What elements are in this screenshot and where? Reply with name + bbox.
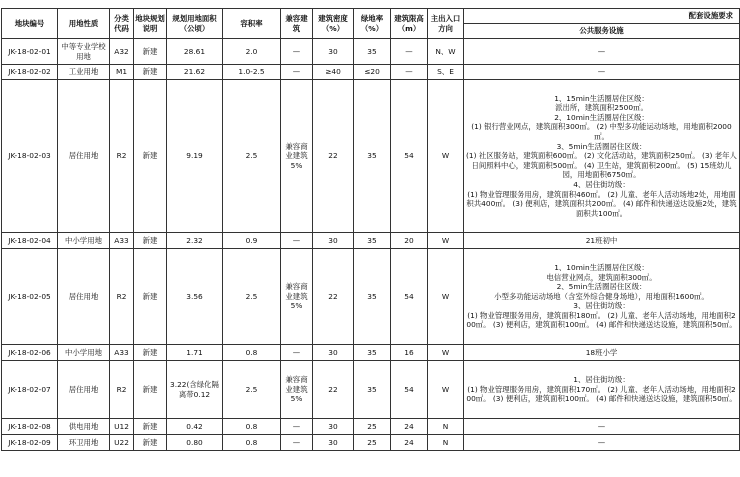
cell-height: 54 xyxy=(391,361,428,419)
cell-area: 3.56 xyxy=(167,249,223,345)
facility-line: 小型多功能运动场地（含室外综合健身场地），用地面积1600㎡。 xyxy=(494,291,709,301)
cell-far: 0.8 xyxy=(223,345,281,361)
cell-plan-note: 新建 xyxy=(134,435,167,451)
facility-line: (1) 物业管理服务用房，建筑面积460㎡。 (2) 儿童、老年人活动场地2处，用地面积共400㎡。 (3) 便利店，建筑面积共200㎡。 (4) 邮件和快递送达设施2处，建筑面积共100㎡。 xyxy=(466,189,737,218)
cell-far: 2.0 xyxy=(223,39,281,65)
cell-height: 24 xyxy=(391,419,428,435)
cell-class-code: U12 xyxy=(110,419,134,435)
cell-facilities xyxy=(464,361,740,419)
facility-line: 3、居住街坊级： xyxy=(573,301,630,311)
cell-land-use: 环卫用地 xyxy=(58,435,110,451)
cell-class-code: A32 xyxy=(110,39,134,65)
cell-class-code: U22 xyxy=(110,435,134,451)
cell-area: 2.32 xyxy=(167,233,223,249)
cell-entrance: S、E xyxy=(428,65,464,80)
cell-green: 25 xyxy=(354,435,391,451)
facility-line: 2、10min生活圈居住区级： xyxy=(554,112,649,122)
cell-density: 30 xyxy=(313,233,354,249)
facility-line: 1、10min生活圈居住区级： xyxy=(554,262,649,272)
cell-entrance: W xyxy=(428,345,464,361)
table-row xyxy=(2,80,740,233)
header-green: 绿地率（%） xyxy=(354,9,391,39)
table-row xyxy=(2,233,740,249)
table-row xyxy=(2,419,740,435)
facility-line: 电信营业网点，建筑面积300㎡。 xyxy=(546,272,657,282)
cell-density: 30 xyxy=(313,419,354,435)
table-row xyxy=(2,249,740,345)
facility-line: (1) 社区服务站，建筑面积600㎡。 (2) 文化活动站，建筑面积250㎡。 (3) 老年人日间照料中心，建筑面积500㎡。 (4) 卫生站，建筑面积200㎡。 (5) 15班幼儿园，用地面积6750㎡。 xyxy=(466,151,737,180)
facility-line: 21班初中 xyxy=(585,235,618,245)
cell-height: — xyxy=(391,65,428,80)
cell-green: 35 xyxy=(354,39,391,65)
cell-green: 35 xyxy=(354,345,391,361)
cell-land-use: 中小学用地 xyxy=(58,233,110,249)
cell-plan-note: 新建 xyxy=(134,419,167,435)
cell-facilities xyxy=(464,80,740,233)
cell-compatible: — xyxy=(281,233,313,249)
facility-line: 派出所，建筑面积2500㎡。 xyxy=(555,103,648,113)
cell-plan-note: 新建 xyxy=(134,65,167,80)
cell-class-code: A33 xyxy=(110,233,134,249)
cell-facilities xyxy=(464,233,740,249)
facility-line: — xyxy=(597,67,606,77)
cell-class-code: A33 xyxy=(110,345,134,361)
cell-entrance: N xyxy=(428,419,464,435)
table-row xyxy=(2,361,740,419)
facility-line: 3、5min生活圈居住区级： xyxy=(556,141,647,151)
cell-area: 3.22(含绿化隔离带0.12 xyxy=(167,361,223,419)
cell-code: JK-18-02-04 xyxy=(2,233,58,249)
cell-facilities xyxy=(464,249,740,345)
facility-line: 18班小学 xyxy=(585,347,618,357)
cell-area: 1.71 xyxy=(167,345,223,361)
facility-line: — xyxy=(597,46,606,56)
cell-code: JK-18-02-09 xyxy=(2,435,58,451)
cell-entrance: W xyxy=(428,233,464,249)
cell-entrance: N xyxy=(428,435,464,451)
cell-green: 35 xyxy=(354,361,391,419)
cell-code: JK-18-02-01 xyxy=(2,39,58,65)
header-plan-note: 地块规划说明 xyxy=(134,9,167,39)
cell-facilities xyxy=(464,419,740,435)
cell-class-code: R2 xyxy=(110,249,134,345)
cell-compatible: — xyxy=(281,435,313,451)
cell-compatible: 兼容商业建筑5% xyxy=(281,249,313,345)
cell-far: 1.0-2.5 xyxy=(223,65,281,80)
cell-land-use: 居住用地 xyxy=(58,249,110,345)
cell-land-use: 中小学用地 xyxy=(58,345,110,361)
cell-far: 0.8 xyxy=(223,435,281,451)
cell-entrance: N、W xyxy=(428,39,464,65)
cell-density: 30 xyxy=(313,345,354,361)
table-body xyxy=(2,39,740,451)
cell-plan-note: 新建 xyxy=(134,233,167,249)
table-row xyxy=(2,39,740,65)
header-area: 规划用地面积（公顷） xyxy=(167,9,223,39)
cell-facilities xyxy=(464,65,740,80)
cell-height: 24 xyxy=(391,435,428,451)
cell-compatible: 兼容商业建筑5% xyxy=(281,80,313,233)
cell-height: 20 xyxy=(391,233,428,249)
facility-line: — xyxy=(597,421,606,431)
table-row xyxy=(2,345,740,361)
header-land-use: 用地性质 xyxy=(58,9,110,39)
cell-density: 30 xyxy=(313,39,354,65)
cell-land-use: 中等专业学校用地 xyxy=(58,39,110,65)
cell-density: ≥40 xyxy=(313,65,354,80)
facility-line: 1、居住街坊级： xyxy=(573,375,630,385)
cell-code: JK-18-02-03 xyxy=(2,80,58,233)
cell-code: JK-18-02-05 xyxy=(2,249,58,345)
cell-class-code: M1 xyxy=(110,65,134,80)
cell-far: 2.5 xyxy=(223,361,281,419)
cell-density: 22 xyxy=(313,80,354,233)
cell-height: — xyxy=(391,39,428,65)
cell-land-use: 工业用地 xyxy=(58,65,110,80)
table-row xyxy=(2,435,740,451)
header-far: 容积率 xyxy=(223,9,281,39)
cell-code: JK-18-02-08 xyxy=(2,419,58,435)
cell-far: 0.9 xyxy=(223,233,281,249)
cell-entrance: W xyxy=(428,80,464,233)
facility-line: (1) 物业管理服务用房，建筑面积180㎡。 (2) 儿童、老年人活动场地，用地面积200㎡。 (3) 便利店，建筑面积100㎡。 (4) 邮件和快递送达设施，建筑面积50㎡。 xyxy=(466,310,737,330)
cell-green: ≤20 xyxy=(354,65,391,80)
header-entrance: 主出入口方向 xyxy=(428,9,464,39)
cell-plan-note: 新建 xyxy=(134,80,167,233)
cell-facilities xyxy=(464,345,740,361)
cell-land-use: 供电用地 xyxy=(58,419,110,435)
facility-line: (1) 物业管理服务用房，建筑面积170㎡。 (2) 儿童、老年人活动场地，用地面积200㎡。 (3) 便利店，建筑面积100㎡。 (4) 邮件和快递送达设施，建筑面积50㎡。 xyxy=(466,384,737,404)
cell-entrance: W xyxy=(428,361,464,419)
cell-area: 28.61 xyxy=(167,39,223,65)
facility-line: 4、居住街坊级： xyxy=(573,179,630,189)
table-row xyxy=(2,65,740,80)
cell-height: 54 xyxy=(391,80,428,233)
cell-density: 22 xyxy=(313,361,354,419)
cell-green: 35 xyxy=(354,80,391,233)
cell-height: 16 xyxy=(391,345,428,361)
cell-area: 21.62 xyxy=(167,65,223,80)
cell-class-code: R2 xyxy=(110,361,134,419)
facility-line: — xyxy=(597,437,606,447)
cell-compatible: — xyxy=(281,65,313,80)
cell-compatible: — xyxy=(281,39,313,65)
header-height: 建筑限高（m） xyxy=(391,9,428,39)
cell-area: 9.19 xyxy=(167,80,223,233)
facility-line: (1) 银行营业网点，建筑面积300㎡。 (2) 中型多功能运动场地，用地面积2000㎡。 xyxy=(471,122,732,142)
header-facilities: 配套设施要求 xyxy=(464,9,740,24)
cell-far: 2.5 xyxy=(223,80,281,233)
facility-line: 1、15min生活圈居住区级： xyxy=(554,93,649,103)
cell-compatible: 兼容商业建筑5% xyxy=(281,361,313,419)
cell-code: JK-18-02-07 xyxy=(2,361,58,419)
cell-far: 2.5 xyxy=(223,249,281,345)
cell-land-use: 居住用地 xyxy=(58,80,110,233)
cell-plan-note: 新建 xyxy=(134,39,167,65)
cell-code: JK-18-02-06 xyxy=(2,345,58,361)
cell-land-use: 居住用地 xyxy=(58,361,110,419)
cell-height: 54 xyxy=(391,249,428,345)
cell-density: 30 xyxy=(313,435,354,451)
header-code: 地块编号 xyxy=(2,9,58,39)
header-density: 建筑密度（%） xyxy=(313,9,354,39)
cell-green: 35 xyxy=(354,233,391,249)
facility-line: 2、5min生活圈居住区级： xyxy=(556,282,647,292)
cell-plan-note: 新建 xyxy=(134,345,167,361)
cell-green: 25 xyxy=(354,419,391,435)
header-public-services: 公共服务设施 xyxy=(464,24,740,39)
header-class-code: 分类代码 xyxy=(110,9,134,39)
cell-density: 22 xyxy=(313,249,354,345)
cell-far: 0.8 xyxy=(223,419,281,435)
cell-area: 0.42 xyxy=(167,419,223,435)
header-compatible: 兼容建筑 xyxy=(281,9,313,39)
cell-class-code: R2 xyxy=(110,80,134,233)
cell-area: 0.80 xyxy=(167,435,223,451)
cell-facilities xyxy=(464,39,740,65)
cell-facilities xyxy=(464,435,740,451)
cell-plan-note: 新建 xyxy=(134,249,167,345)
cell-green: 35 xyxy=(354,249,391,345)
cell-code: JK-18-02-02 xyxy=(2,65,58,80)
land-plan-table xyxy=(1,8,740,451)
cell-entrance: W xyxy=(428,249,464,345)
cell-plan-note: 新建 xyxy=(134,361,167,419)
cell-compatible: — xyxy=(281,419,313,435)
cell-compatible: — xyxy=(281,345,313,361)
